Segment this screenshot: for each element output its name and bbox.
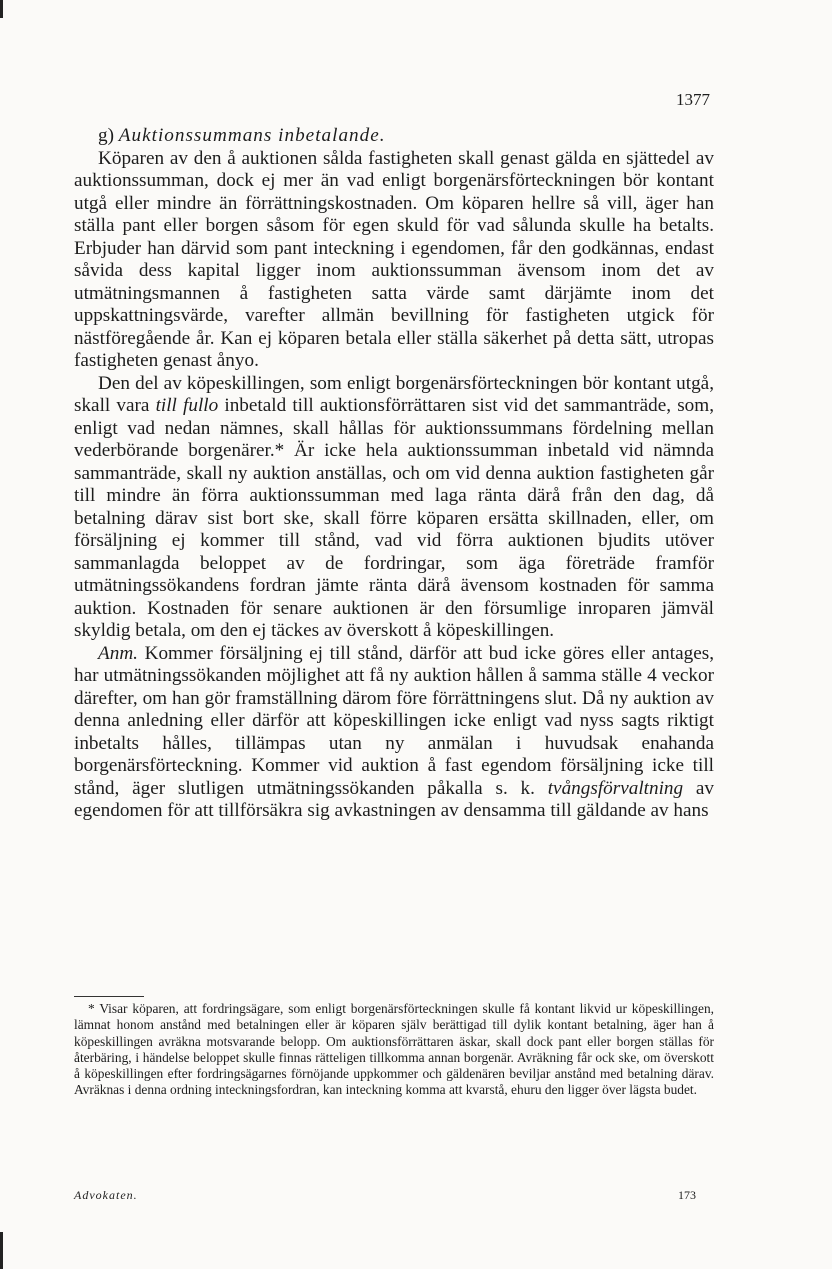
paragraph-3-text-b: av egendomen för att tillförsäkra sig avkastningen av densamma till gäldande av hans	[74, 777, 714, 821]
footnote-divider	[74, 996, 144, 997]
footer-sheet-number: 173	[678, 1188, 696, 1202]
paragraph-2-italic: till fullo	[155, 395, 219, 416]
paragraph-3-text-a: Kommer försäljning ej till stånd, därför att bud icke göres eller antages, har utmätningssökanden möjlighet att få ny auktion hållen å samma ställe 4 veckor därefter, om han gör framställning därom före förrättningens slut. Då ny auktion av denna anledning eller därför att köpeskillingen icke enligt vad nyss sagts riktigt inbetalts hålles, tillämpas utan ny anmälan i huvudsak enahanda borgenärsförteckning. Kommer vid auktion å fast egendom försäljning icke till stånd, äger slutligen utmätningssökanden påkalla s. k.	[74, 642, 714, 799]
scan-edge-mark-top	[0, 0, 3, 18]
section-label: g)	[98, 125, 114, 146]
footnote-text: * Visar köparen, att fordringsägare, som enligt borgenärsförteckningen skulle få kontant likvid ur köpeskillingen, lämnat honom anstånd med betalningen eller är köparen själv berättigad till dylik kontant betalning, äger han å köpeskillingen avräkna motsvarande belopp. Om auktionsförrättaren äskar, skall dock pant eller borgen ställas för återbäring, i händelse beloppet skulle finnas rätteligen tillkomma annan borgenär. Avräkning får ock ske, om överskott å köpeskillingen efter fordringsägarnes förnöjande uppkommer och gäldenären beviljar anstånd med betalning därav. Avräknas i denna ordning inteckningsfordran, kan inteckning komma att kvarstå, ehuru den ligger över lägsta budet.	[74, 1001, 714, 1098]
section-title: Auktionssummans inbetalande.	[118, 125, 386, 146]
main-text	[74, 125, 714, 823]
paragraph-2-text-b: inbetald till auktionsförrättaren sist vid det sammanträde, som, enligt vad nedan nämnes, skall hållas för auktionssummans fördelning mellan vederbörande borgenärer.* Är icke hela auktionssumman inbetald vid nämnda sammanträde, skall ny auktion anställas, och om vid denna auktion fastigheten går till mindre än förra auktionssumman med laga ränta därå från den dag, då betalning därav sist bort ske, skall förre köparen ersätta skillnaden, eller, om försäljning ej kommer till stånd, vad vid förra auktionen bjudits utöver sammanlagda beloppet av de fordringar, som äga företräde framför utmätningssökandens fordran jämte ränta därå ävensom kostnaden för samma auktion. Kostnaden för senare auktionen är den försumlige inroparen jämväl skyldig betala, om den ej täckes av överskott å köpeskillingen.	[74, 395, 714, 641]
paragraph-2	[74, 373, 714, 643]
section-heading	[74, 125, 714, 148]
footnote-block	[74, 1001, 714, 1099]
page-number: 1377	[676, 90, 710, 109]
paragraph-1: Köparen av den å auktionen sålda fastigheten skall genast gälda en sjättedel av auktionssumman, dock ej mer än vad enligt borgenärsförteckningen bör kontant utgå eller mindre än förrättningskostnaden. Om köparen hellre så vill, äger han ställa pant eller borgen såsom för egen skuld för vad sålunda skulle ha betalts. Erbjuder han därvid som pant inteckning i egendomen, får den godkännas, endast såvida dess kapital ligger inom auktionssumman ävensom inom det av utmätningsmannen å fastigheten satta värde samt därjämte inom det uppskattningsvärde, varefter allmän bevillning för fastigheten utgick för nästföregående år. Kan ej köparen betala eller ställa säkerhet på detta sätt, utropas fastigheten genast ånyo.	[74, 147, 714, 371]
paragraph-2-text-a: Den del av köpeskillingen, som enligt borgenärsförteckningen bör kontant utgå, skall vara	[74, 372, 714, 416]
paragraph-3-italic: tvångsförvaltning	[547, 777, 684, 799]
paragraph-3	[74, 643, 714, 823]
scan-edge-mark-bottom	[0, 1232, 3, 1269]
anm-label: Anm.	[98, 642, 138, 664]
footer-publication: Advokaten.	[74, 1188, 138, 1202]
